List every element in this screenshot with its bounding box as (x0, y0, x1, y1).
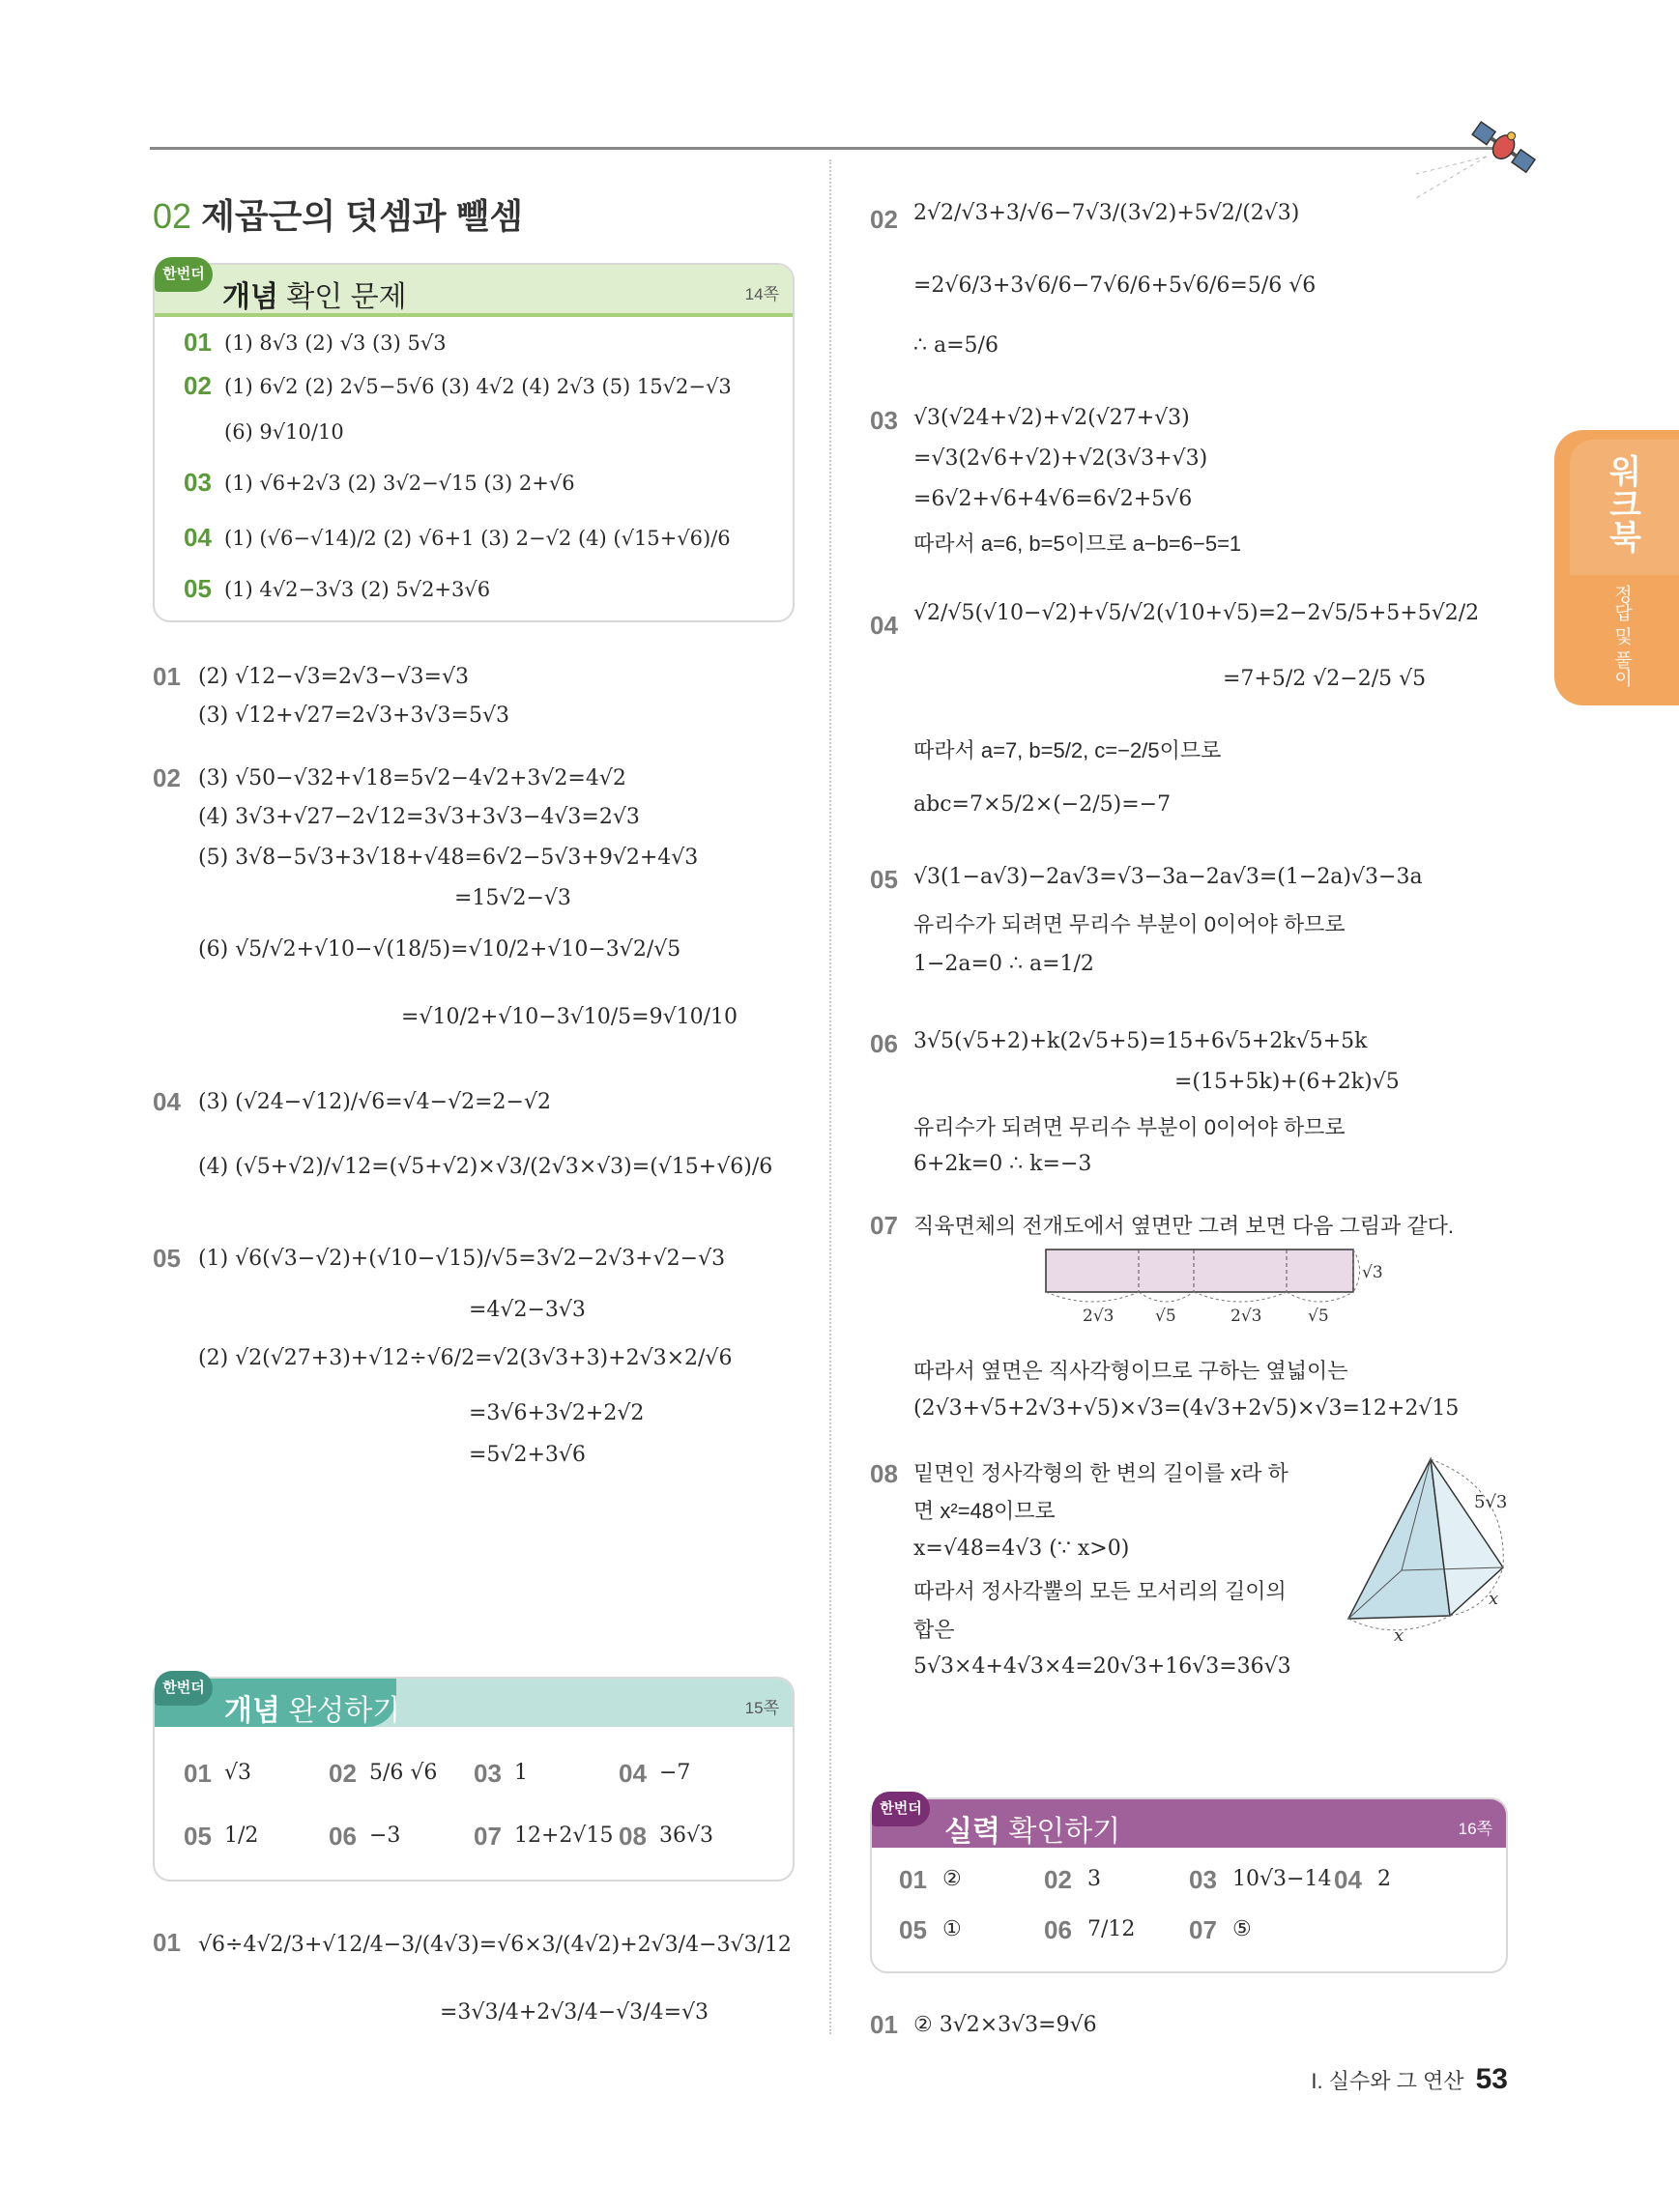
section-number: 02 (153, 196, 192, 236)
side-tab[interactable] (1554, 430, 1679, 705)
net-width-label: 2√3 (1230, 1307, 1262, 1326)
page-footer (1311, 2063, 1508, 2096)
box-title: 개념 확인 문제 (222, 281, 407, 313)
solution-line: abc=7×5/2×(−2/5)=−7 (913, 792, 1172, 817)
solution-line: 3√5(√5+2)+k(2√5+5)=15+6√5+2k√5+5k (913, 1029, 1368, 1053)
box-badge: 한번더 (155, 1671, 213, 1706)
answer-value: 10√3−14 (1232, 1867, 1332, 1891)
solution-number: 05 (153, 1244, 181, 1273)
solution-line: 밑면인 정사각형의 한 변의 길이를 x라 하 (913, 1461, 1288, 1485)
answer-value: 2 (1377, 1867, 1391, 1891)
answer-number: 01 (184, 1759, 212, 1788)
solution-line: (2√3+√5+2√3+√5)×√3=(4√3+2√5)×√3=12+2√15 (913, 1396, 1460, 1421)
net-width-label: 2√3 (1083, 1307, 1115, 1326)
page-number: 53 (1475, 2063, 1508, 2095)
solution-line: 직육면체의 전개도에서 옆면만 그려 보면 다음 그림과 같다. (913, 1214, 1454, 1238)
answer-number: 06 (329, 1822, 357, 1851)
solution-line: (2) √12−√3=2√3−√3=√3 (198, 665, 469, 689)
net-figure (1039, 1242, 1387, 1338)
answer-value: ② (942, 1867, 962, 1891)
solution-number: 01 (153, 1928, 181, 1957)
pyramid-figure (1344, 1450, 1518, 1643)
box-title: 실력 확인하기 (944, 1816, 1121, 1848)
answer-number: 03 (474, 1759, 502, 1788)
box-badge: 한번더 (155, 257, 213, 292)
solution-number: 05 (870, 865, 898, 894)
question-number: 05 (184, 574, 212, 603)
solution-line: (4) 3√3+√27−2√12=3√3+3√3−4√3=2√3 (198, 805, 640, 829)
answer-value: 36√3 (659, 1824, 714, 1848)
pyramid-base-label: x (1489, 1589, 1499, 1609)
solution-line: √3(1−a√3)−2a√3=√3−3a−2a√3=(1−2a)√3−3a (913, 865, 1423, 889)
solution-number: 01 (153, 662, 181, 691)
answer-value: ① (942, 1917, 962, 1941)
answer-line: (1) 6√2 (2) 2√5−5√6 (3) 4√2 (4) 2√3 (5) 15√2−√3 (224, 375, 732, 398)
question-number: 03 (184, 468, 212, 497)
solution-line: √3(√24+√2)+√2(√27+√3) (913, 406, 1190, 430)
answer-value: 1 (514, 1761, 528, 1785)
solution-line: 따라서 a=7, b=5/2, c=−2/5이므로 (913, 738, 1222, 762)
answer-number: 05 (899, 1915, 927, 1944)
answer-value: 7/12 (1087, 1917, 1136, 1941)
solution-line: =√3(2√6+√2)+√2(3√3+√3) (913, 446, 1208, 471)
answer-value: 5/6 √6 (369, 1761, 438, 1785)
solution-line: 따라서 a=6, b=5이므로 a−b=6−5=1 (913, 531, 1242, 556)
side-tab-title: 워크북 (1604, 454, 1640, 553)
net-rect (1046, 1250, 1353, 1292)
solution-line: 2√2/√3+3/√6−7√3/(3√2)+5√2/(2√3) (913, 201, 1300, 225)
net-height-label: √3 (1362, 1263, 1383, 1282)
box-badge: 한번더 (872, 1792, 930, 1826)
box-page: 16쪽 (1458, 1820, 1492, 1838)
question-number: 04 (184, 523, 212, 552)
solution-line: 5√3×4+4√3×4=20√3+16√3=36√3 (913, 1654, 1291, 1679)
net-width-label: √5 (1308, 1307, 1329, 1326)
solution-number: 02 (870, 205, 898, 234)
solution-number: 06 (870, 1029, 898, 1058)
solution-line: (6) √5/√2+√10−√(18/5)=√10/2+√10−3√2/√5 (198, 937, 681, 962)
chapter-label: I. 실수와 그 연산 (1311, 2069, 1464, 2093)
solution-line: =4√2−3√3 (469, 1298, 586, 1322)
answer-number: 05 (184, 1822, 212, 1851)
box-page: 14쪽 (744, 285, 779, 303)
solution-line: √2/√5(√10−√2)+√5/√2(√10+√5)=2−2√5/5+5+5√2/2 (913, 601, 1480, 625)
solution-line: 면 x²=48이므로 (913, 1499, 1056, 1523)
solution-line: 합은 (913, 1618, 955, 1642)
solution-line: ② 3√2×3√3=9√6 (913, 2013, 1097, 2037)
section-title (153, 189, 523, 239)
question-number: 02 (184, 371, 212, 400)
box-page: 15쪽 (744, 1699, 779, 1717)
answer-number: 06 (1044, 1915, 1072, 1944)
answer-number: 07 (474, 1822, 502, 1851)
pyramid-base-label: x (1394, 1625, 1404, 1643)
solution-line: x=√48=4√3 (∵ x>0) (913, 1537, 1130, 1561)
answer-number: 08 (619, 1822, 647, 1851)
solution-number: 01 (870, 2010, 898, 2039)
answer-value: √3 (224, 1761, 252, 1785)
solution-number: 03 (870, 406, 898, 435)
column-divider (829, 159, 831, 2034)
solution-line: =2√6/3+3√6/6−7√6/6+5√6/6=5/6 √6 (913, 273, 1317, 298)
answer-line: (1) √6+2√3 (2) 3√2−√15 (3) 2+√6 (224, 472, 575, 495)
answer-number: 07 (1189, 1915, 1217, 1944)
answer-value: ⑤ (1232, 1917, 1252, 1941)
answer-line: (1) (√6−√14)/2 (2) √6+1 (3) 2−√2 (4) (√15+√6)/6 (224, 527, 731, 550)
solution-line: 6+2k=0 ∴ k=−3 (913, 1152, 1092, 1176)
solution-line: (3) √12+√27=2√3+3√3=5√3 (198, 704, 509, 728)
solution-line: ∴ a=5/6 (913, 333, 999, 358)
answer-line: (6) 9√10/10 (224, 420, 344, 444)
section-name: 제곱근의 덧셈과 뺄셈 (201, 196, 524, 236)
answer-number: 03 (1189, 1865, 1217, 1894)
solution-number: 08 (870, 1459, 898, 1488)
solution-line: √6÷4√2/3+√12/4−3/(4√3)=√6×3/(4√2)+2√3/4−3√3/12 (198, 1933, 792, 1957)
side-tab-subtitle: 정답 및 풀이 (1611, 585, 1632, 687)
answer-value: −3 (369, 1824, 401, 1848)
solution-line: (4) (√5+√2)/√12=(√5+√2)×√3/(2√3×√3)=(√15+√6)/6 (198, 1155, 773, 1179)
solution-line: 유리수가 되려면 무리수 부분이 0이어야 하므로 (913, 912, 1346, 936)
solution-number: 04 (870, 611, 898, 640)
solution-line: (2) √2(√27+3)+√12÷√6/2=√2(3√3+3)+2√3×2/√6 (198, 1346, 733, 1370)
answer-value: 12+2√15 (514, 1824, 614, 1848)
solution-line: =3√3/4+2√3/4−√3/4=√3 (440, 2000, 709, 2025)
solution-number: 07 (870, 1211, 898, 1240)
solution-number: 04 (153, 1087, 181, 1116)
solution-line: 따라서 정사각뿔의 모든 모서리의 길이의 (913, 1579, 1287, 1603)
solution-line: =6√2+√6+4√6=6√2+5√6 (913, 487, 1193, 511)
answer-line: (1) 4√2−3√3 (2) 5√2+3√6 (224, 578, 491, 601)
solution-line: =5√2+3√6 (469, 1443, 586, 1467)
answer-value: 1/2 (224, 1824, 259, 1848)
answer-number: 02 (1044, 1865, 1072, 1894)
answer-line: (1) 8√3 (2) √3 (3) 5√3 (224, 331, 447, 355)
solution-line: =√10/2+√10−3√10/5=9√10/10 (401, 1005, 738, 1029)
answer-value: −7 (659, 1761, 691, 1785)
solution-number: 02 (153, 763, 181, 792)
question-number: 01 (184, 328, 212, 357)
solution-line: =(15+5k)+(6+2k)√5 (1174, 1070, 1400, 1094)
net-width-label: √5 (1155, 1307, 1176, 1326)
answer-number: 01 (899, 1865, 927, 1894)
solution-line: (3) √50−√32+√18=5√2−4√2+3√2=4√2 (198, 766, 626, 790)
solution-line: 1−2a=0 ∴ a=1/2 (913, 952, 1094, 976)
solution-line: (1) √6(√3−√2)+(√10−√15)/√5=3√2−2√3+√2−√3 (198, 1247, 726, 1271)
answer-number: 04 (1334, 1865, 1362, 1894)
answer-value: 3 (1087, 1867, 1101, 1891)
solution-line: =7+5/2 √2−2/5 √5 (1223, 667, 1427, 691)
answer-number: 02 (329, 1759, 357, 1788)
box-title: 개념 완성하기 (224, 1695, 401, 1727)
top-rule (150, 147, 1503, 150)
solution-line: =15√2−√3 (454, 886, 571, 910)
solution-line: (3) (√24−√12)/√6=√4−√2=2−√2 (198, 1090, 551, 1114)
solution-line: (5) 3√8−5√3+3√18+√48=6√2−5√3+9√2+4√3 (198, 846, 699, 870)
solution-line: 따라서 옆면은 직사각형이므로 구하는 옆넓이는 (913, 1359, 1348, 1383)
satellite-beam (1411, 155, 1489, 203)
solution-line: 유리수가 되려면 무리수 부분이 0이어야 하므로 (913, 1115, 1346, 1139)
solution-line: =3√6+3√2+2√2 (469, 1401, 645, 1425)
pyramid-edge-label: 5√3 (1474, 1492, 1508, 1512)
answer-number: 04 (619, 1759, 647, 1788)
